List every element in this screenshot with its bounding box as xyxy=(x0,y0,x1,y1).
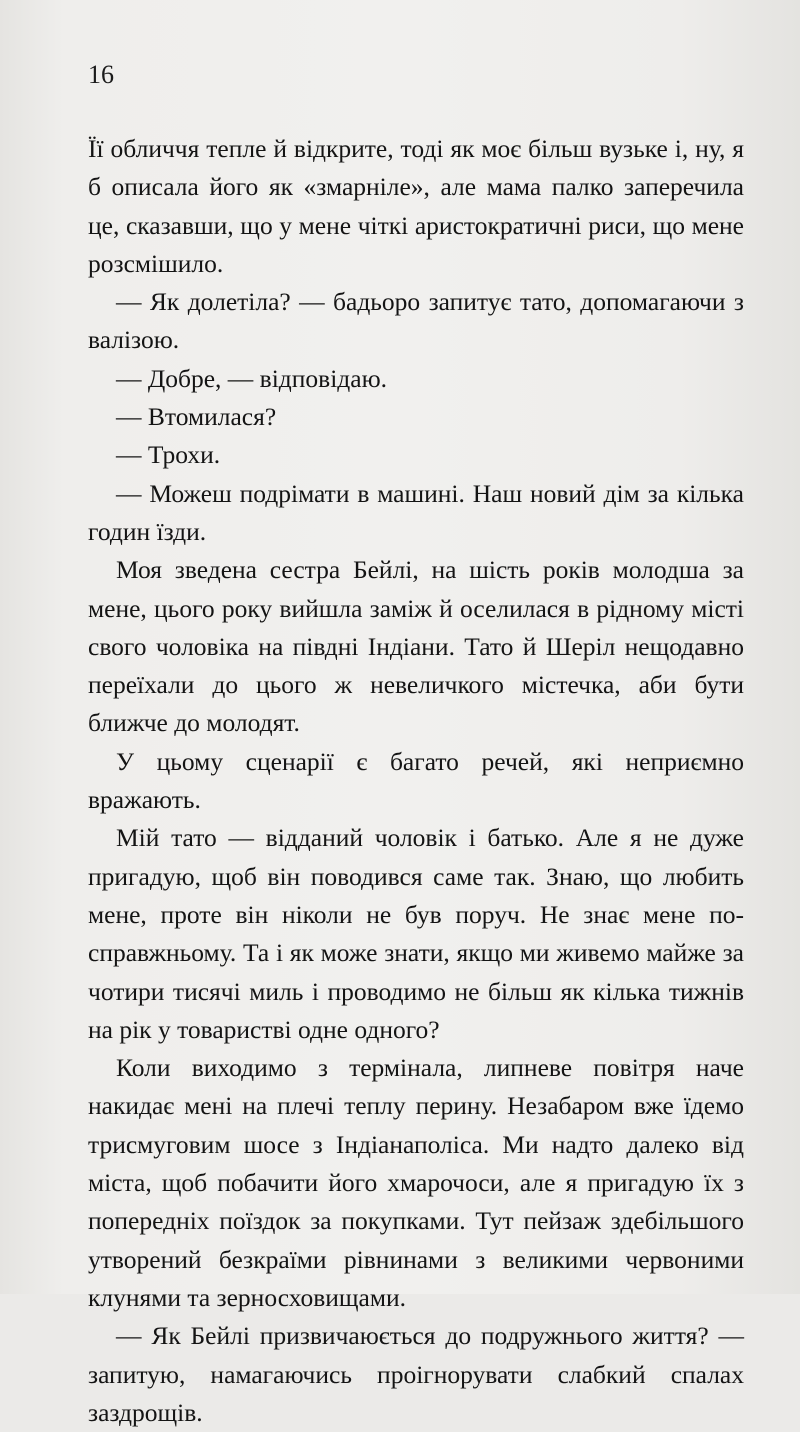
paragraph: — Можеш подрімати в машині. Наш новий дім за кілька годин їзди. xyxy=(88,478,744,546)
body-text xyxy=(88,130,744,1432)
paragraph: У цьому сценарії є багато речей, які неприємно вражають. xyxy=(88,746,744,815)
paragraph: — Як долетіла? — бадьоро запитує тато, допомагаючи з валізою. xyxy=(88,287,744,355)
paragraph: Моя зведена сестра Бейлі, на шість років молодша за мене, цього року вийшла заміж й оселилася в рідному місті свого чоловіка на півдні Індіани. Тато й Шеріл нещодавно переїхали до цього ж невеличкого містечка, аби бути ближче до молодят. xyxy=(88,555,744,738)
paragraph: Коли виходимо з термінала, липневе повітря наче накидає мені на плечі теплу перину. Незабаром вже їдемо трисмуговим шосе з Індіанаполіса. Ми надто далеко від міста, щоб побачити його хмарочоси, але я пригадую їх з попередніх поїздок за покупками. Тут пейзаж здебільшого утворений безкраїми рівнинами з великими червоними клунями та зерносховищами. xyxy=(88,1053,744,1312)
paragraph: Мій тато — відданий чоловік і батько. Але я не дуже пригадую, щоб він поводився саме так. Знаю, що любить мене, проте він ніколи не був поруч. Не знає мене по-справжньому. Та і як може знати, якщо ми живемо майже за чотири тисячі миль і проводимо не більш як кілька тижнів на рік у товаристві одне одного? xyxy=(88,823,744,1044)
paragraph: Її обличчя тепле й відкрите, тоді як моє більш вузьке і, ну, я б описала його як «змарніле», але мама палко заперечила це, сказавши, що у мене чіткі аристократичні риси, що мене розсмішило. xyxy=(88,134,744,278)
paragraph: — Добре, — відповідаю. xyxy=(116,363,388,393)
paragraph: — Як Бейлі призвичаюється до подружнього життя? — запитую, намагаючись проігнорувати слабкий спалах заздрощів. xyxy=(88,1321,744,1427)
page-number: 16 xyxy=(88,60,114,89)
paragraph: — Трохи. xyxy=(116,440,221,470)
paragraph: — Втомилася? xyxy=(116,402,277,432)
